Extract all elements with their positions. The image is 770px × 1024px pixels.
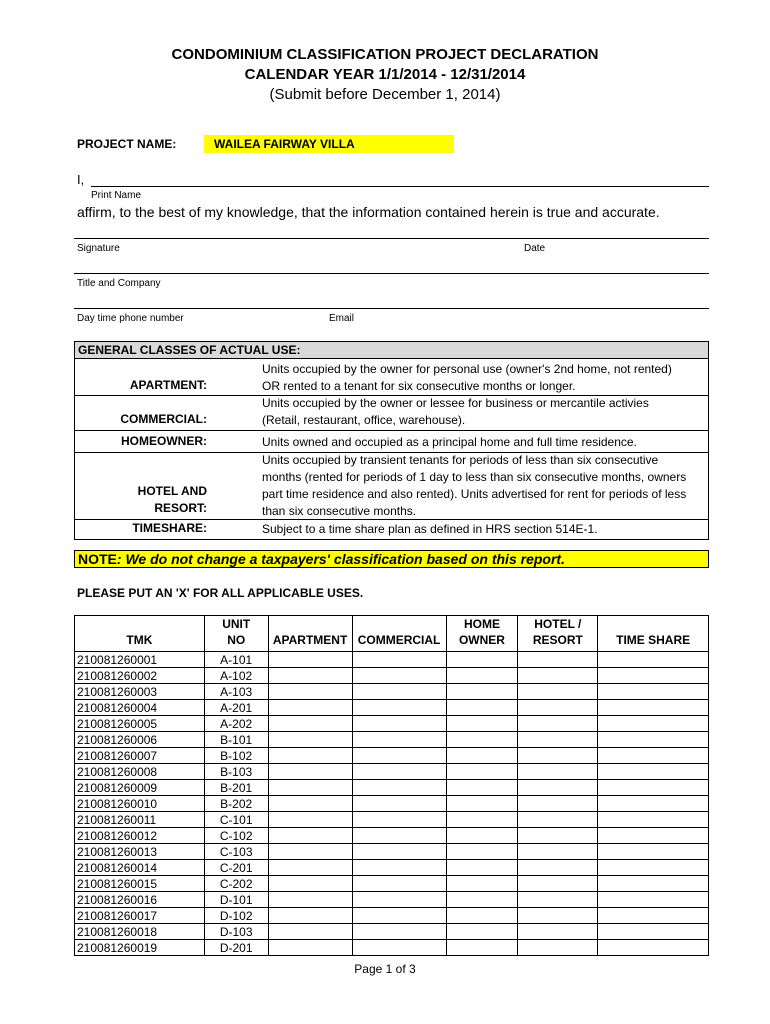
hotel-resort-cell[interactable] (518, 700, 598, 716)
tmk-cell: 210081260001 (75, 652, 205, 668)
table-row (75, 668, 709, 684)
apartment-desc-1: Units occupied by the owner for personal use (owner's 2nd home, not rented) (262, 362, 672, 376)
timeshare-header: TIME SHARE (598, 616, 709, 652)
apartment-cell[interactable] (268, 700, 352, 716)
table-row (75, 924, 709, 940)
hotel-resort-cell[interactable] (518, 764, 598, 780)
hotel-header-line1: HOTEL / (534, 617, 582, 631)
unit-cell: C-202 (204, 876, 268, 892)
homeowner-cell[interactable] (446, 700, 518, 716)
timeshare-cell[interactable] (598, 716, 709, 732)
timeshare-cell[interactable] (598, 860, 709, 876)
unit-no-header (204, 616, 268, 652)
homeowner-desc: Units owned and occupied as a principal home and full time residence. (262, 435, 637, 449)
tmk-cell: 210081260002 (75, 668, 205, 684)
hotel-resort-cell[interactable] (518, 652, 598, 668)
home-header-line1: HOME (463, 617, 500, 631)
table-row (75, 908, 709, 924)
hotel-resort-cell[interactable] (518, 668, 598, 684)
table-row (75, 844, 709, 860)
unit-cell: C-101 (204, 812, 268, 828)
timeshare-cell[interactable] (598, 684, 709, 700)
homeowner-cell[interactable] (446, 780, 518, 796)
hotel-resort-cell[interactable] (518, 796, 598, 812)
timeshare-cell[interactable] (598, 796, 709, 812)
timeshare-cell[interactable] (598, 828, 709, 844)
homeowner-cell[interactable] (446, 748, 518, 764)
timeshare-cell[interactable] (598, 668, 709, 684)
hotel-resort-cell[interactable] (518, 940, 598, 956)
commercial-cell[interactable] (352, 652, 446, 668)
unit-cell: A-201 (204, 700, 268, 716)
title-company-line[interactable] (74, 273, 709, 274)
commercial-cell[interactable] (352, 668, 446, 684)
timeshare-cell[interactable] (598, 908, 709, 924)
tmk-cell: 210081260017 (75, 908, 205, 924)
homeowner-cell[interactable] (446, 876, 518, 892)
calendar-year: CALENDAR YEAR 1/1/2014 - 12/31/2014 (244, 66, 526, 83)
timeshare-label: TIMESHARE: (132, 521, 207, 535)
hotel-resort-cell[interactable] (518, 876, 598, 892)
homeowner-cell[interactable] (446, 924, 518, 940)
instruction-text: PLEASE PUT AN 'X' FOR ALL APPLICABLE USES. (77, 586, 364, 600)
table-row (75, 876, 709, 892)
hotel-desc-4: than six consecutive months. (262, 504, 417, 518)
tmk-cell: 210081260015 (75, 876, 205, 892)
commercial-cell[interactable] (352, 684, 446, 700)
apartment-cell[interactable] (268, 748, 352, 764)
general-classes-heading: GENERAL CLASSES OF ACTUAL USE: (75, 342, 708, 359)
tmk-cell: 210081260003 (75, 684, 205, 700)
timeshare-cell[interactable] (598, 652, 709, 668)
unit-header-line2: NO (227, 633, 246, 647)
commercial-desc-1: Units occupied by the owner or lessee for business or mercantile activies (262, 396, 649, 410)
homeowner-cell[interactable] (446, 764, 518, 780)
table-row (75, 764, 709, 780)
commercial-desc-2: (Retail, restaurant, office, warehouse). (262, 413, 466, 427)
tmk-header: TMK (75, 616, 205, 652)
table-row (75, 732, 709, 748)
commercial-cell[interactable] (352, 796, 446, 812)
homeowner-cell[interactable] (446, 844, 518, 860)
tmk-cell: 210081260005 (75, 716, 205, 732)
homeowner-cell[interactable] (446, 940, 518, 956)
general-classes-box (74, 341, 709, 540)
homeowner-cell[interactable] (446, 668, 518, 684)
commercial-cell[interactable] (352, 940, 446, 956)
commercial-cell[interactable] (352, 860, 446, 876)
apartment-desc-2: OR rented to a tenant for six consecutive months or longer. (262, 379, 576, 393)
note-banner (74, 550, 709, 568)
unit-cell: B-201 (204, 780, 268, 796)
homeowner-cell[interactable] (446, 732, 518, 748)
unit-cell: D-103 (204, 924, 268, 940)
phone-email-line[interactable] (74, 308, 709, 309)
table-row (75, 748, 709, 764)
phone-label: Day time phone number (77, 313, 184, 324)
hotel-resort-cell[interactable] (518, 748, 598, 764)
tmk-cell: 210081260014 (75, 860, 205, 876)
timeshare-cell[interactable] (598, 940, 709, 956)
print-name-label: Print Name (91, 190, 142, 201)
tmk-cell: 210081260016 (75, 892, 205, 908)
tmk-cell: 210081260009 (75, 780, 205, 796)
unit-cell: B-202 (204, 796, 268, 812)
commercial-cell[interactable] (352, 780, 446, 796)
table-row (75, 684, 709, 700)
apartment-cell[interactable] (268, 876, 352, 892)
homeowner-cell[interactable] (446, 860, 518, 876)
hotel-resort-cell[interactable] (518, 684, 598, 700)
apartment-cell[interactable] (268, 828, 352, 844)
commercial-cell[interactable] (352, 812, 446, 828)
homeowner-label: HOMEOWNER: (121, 434, 207, 448)
tmk-cell: 210081260019 (75, 940, 205, 956)
form-title: CONDOMINIUM CLASSIFICATION PROJECT DECLARATION (171, 46, 599, 63)
table-row (75, 780, 709, 796)
homeowner-cell[interactable] (446, 828, 518, 844)
hotel-resort-cell[interactable] (518, 892, 598, 908)
apartment-cell[interactable] (268, 892, 352, 908)
homeowner-cell[interactable] (446, 908, 518, 924)
tmk-cell: 210081260008 (75, 764, 205, 780)
table-row (75, 940, 709, 956)
unit-cell: D-201 (204, 940, 268, 956)
print-name-line[interactable] (91, 186, 709, 187)
project-name-label: PROJECT NAME: (77, 137, 177, 151)
timeshare-cell[interactable] (598, 876, 709, 892)
commercial-cell[interactable] (352, 844, 446, 860)
table-row (75, 700, 709, 716)
homeowner-header (446, 616, 518, 652)
tmk-cell: 210081260012 (75, 828, 205, 844)
table-row (75, 860, 709, 876)
commercial-cell[interactable] (352, 924, 446, 940)
hotel-label-1: HOTEL AND (137, 484, 207, 498)
unit-cell: B-103 (204, 764, 268, 780)
unit-cell: C-102 (204, 828, 268, 844)
i-label: I, (77, 172, 85, 187)
tmk-cell: 210081260011 (75, 812, 205, 828)
commercial-cell[interactable] (352, 892, 446, 908)
tmk-cell: 210081260013 (75, 844, 205, 860)
homeowner-cell[interactable] (446, 684, 518, 700)
commercial-cell[interactable] (352, 716, 446, 732)
unit-cell: D-102 (204, 908, 268, 924)
note-prefix: NOTE (78, 551, 117, 567)
unit-cell: C-103 (204, 844, 268, 860)
hotel-desc-2: months (rented for periods of 1 day to less than six consecutive months, owners (262, 470, 687, 484)
page-number: Page 1 of 3 (354, 962, 416, 976)
hotel-desc-3: part time residence and also rented). Units advertised for rent for periods of less (262, 487, 687, 501)
commercial-cell[interactable] (352, 828, 446, 844)
hotel-resort-cell[interactable] (518, 828, 598, 844)
unit-header-line1: UNIT (222, 617, 251, 631)
apartment-cell[interactable] (268, 844, 352, 860)
uses-table (74, 615, 709, 956)
hotel-desc-1: Units occupied by transient tenants for periods of less than six consecutive (262, 453, 659, 467)
hotel-resort-cell[interactable] (518, 732, 598, 748)
commercial-cell[interactable] (352, 764, 446, 780)
timeshare-cell[interactable] (598, 700, 709, 716)
submit-note: (Submit before December 1, 2014) (269, 86, 501, 103)
apartment-cell[interactable] (268, 812, 352, 828)
timeshare-desc: Subject to a time share plan as defined in HRS section 514E-1. (262, 522, 598, 536)
commercial-label: COMMERCIAL: (120, 412, 207, 426)
homeowner-cell[interactable] (446, 652, 518, 668)
apartment-label: APARTMENT: (129, 378, 207, 392)
timeshare-cell[interactable] (598, 812, 709, 828)
timeshare-cell[interactable] (598, 924, 709, 940)
uses-table-body (75, 652, 709, 956)
homeowner-cell[interactable] (446, 812, 518, 828)
table-row (75, 828, 709, 844)
timeshare-cell[interactable] (598, 764, 709, 780)
hotel-resort-cell[interactable] (518, 716, 598, 732)
commercial-cell[interactable] (352, 748, 446, 764)
email-label: Email (329, 313, 355, 324)
homeowner-cell[interactable] (446, 892, 518, 908)
apartment-cell[interactable] (268, 860, 352, 876)
project-name-field[interactable]: WAILEA FAIRWAY VILLA (204, 135, 454, 153)
table-row (75, 812, 709, 828)
apartment-cell[interactable] (268, 684, 352, 700)
apartment-cell[interactable] (268, 796, 352, 812)
table-row (75, 652, 709, 668)
tmk-cell: 210081260007 (75, 748, 205, 764)
apartment-cell[interactable] (268, 908, 352, 924)
affirm-statement: affirm, to the best of my knowledge, that the information contained herein is true and accurate. (77, 204, 660, 220)
unit-cell: A-103 (204, 684, 268, 700)
unit-cell: D-101 (204, 892, 268, 908)
signature-line[interactable] (74, 238, 709, 239)
commercial-cell[interactable] (352, 908, 446, 924)
apartment-cell[interactable] (268, 732, 352, 748)
class-divider (75, 430, 708, 431)
unit-cell: B-102 (204, 748, 268, 764)
timeshare-cell[interactable] (598, 780, 709, 796)
hotel-resort-header (518, 616, 598, 652)
homeowner-cell[interactable] (446, 716, 518, 732)
tmk-cell: 210081260004 (75, 700, 205, 716)
table-row (75, 796, 709, 812)
hotel-resort-cell[interactable] (518, 860, 598, 876)
unit-cell: B-101 (204, 732, 268, 748)
hotel-header-line2: RESORT (532, 633, 583, 647)
apartment-cell[interactable] (268, 924, 352, 940)
timeshare-cell[interactable] (598, 892, 709, 908)
apartment-cell[interactable] (268, 668, 352, 684)
title-company-label: Title and Company (77, 278, 161, 289)
date-label: Date (524, 243, 546, 254)
unit-cell: A-202 (204, 716, 268, 732)
commercial-cell[interactable] (352, 876, 446, 892)
timeshare-cell[interactable] (598, 732, 709, 748)
signature-label: Signature (77, 243, 120, 254)
apartment-cell[interactable] (268, 652, 352, 668)
home-header-line2: OWNER (458, 633, 505, 647)
timeshare-cell[interactable] (598, 748, 709, 764)
apartment-cell[interactable] (268, 764, 352, 780)
table-header-row (75, 616, 709, 652)
commercial-header: COMMERCIAL (352, 616, 446, 652)
hotel-resort-cell[interactable] (518, 780, 598, 796)
commercial-cell[interactable] (352, 700, 446, 716)
hotel-resort-cell[interactable] (518, 908, 598, 924)
apartment-header: APARTMENT (268, 616, 352, 652)
homeowner-cell[interactable] (446, 796, 518, 812)
tmk-cell: 210081260010 (75, 796, 205, 812)
unit-cell: A-102 (204, 668, 268, 684)
table-row (75, 892, 709, 908)
note-text: : We do not change a taxpayers' classification based on this report. (116, 551, 565, 567)
hotel-resort-cell[interactable] (518, 812, 598, 828)
timeshare-cell[interactable] (598, 844, 709, 860)
unit-cell: A-101 (204, 652, 268, 668)
apartment-cell[interactable] (268, 780, 352, 796)
tmk-cell: 210081260018 (75, 924, 205, 940)
unit-cell: C-201 (204, 860, 268, 876)
tmk-cell: 210081260006 (75, 732, 205, 748)
apartment-cell[interactable] (268, 716, 352, 732)
hotel-label-2: RESORT: (154, 501, 207, 515)
hotel-resort-cell[interactable] (518, 924, 598, 940)
table-row (75, 716, 709, 732)
hotel-resort-cell[interactable] (518, 844, 598, 860)
apartment-cell[interactable] (268, 940, 352, 956)
commercial-cell[interactable] (352, 732, 446, 748)
